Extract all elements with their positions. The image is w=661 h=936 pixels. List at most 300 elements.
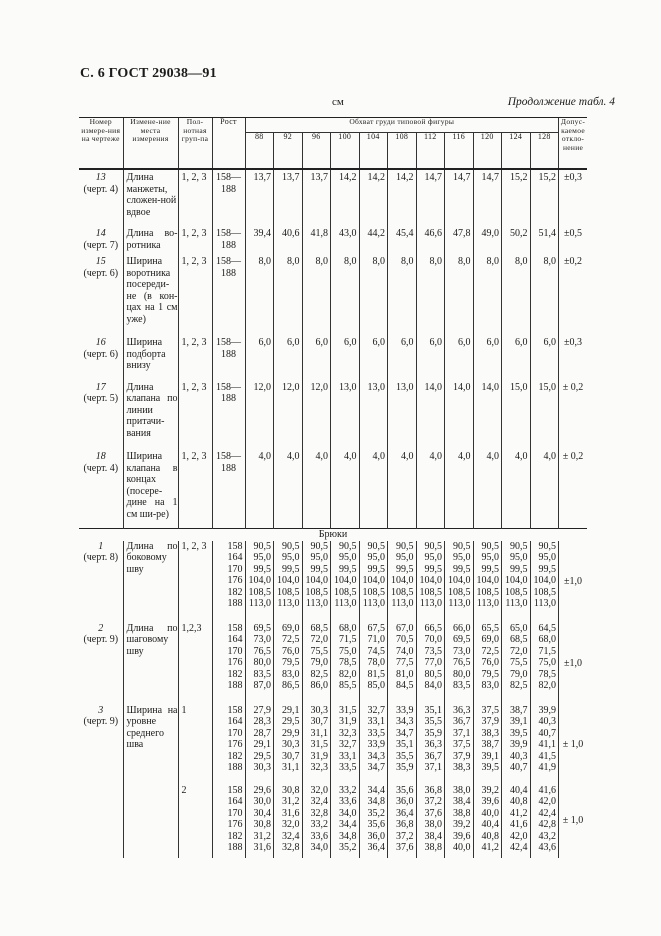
table-row	[79, 705, 587, 717]
value-cell: 75,0	[331, 646, 360, 658]
measurement-index: 17	[95, 381, 106, 393]
value-cell: 90,5	[274, 541, 303, 553]
value-cell: 80,0	[245, 657, 274, 669]
value-cell: 8,0	[359, 254, 388, 335]
value-cell: 15,2	[530, 169, 559, 226]
value-cell: 28,7	[245, 728, 274, 740]
value-cell: 99,5	[502, 564, 531, 576]
height-value: 188	[212, 598, 245, 623]
fullness-group: 1, 2, 3	[178, 449, 212, 529]
value-cell: 95,0	[388, 552, 417, 564]
value-cell: 73,0	[245, 634, 274, 646]
value-cell: 15,0	[502, 380, 531, 450]
height-value: 158	[212, 541, 245, 553]
fullness-group: 1	[178, 705, 212, 785]
value-cell: 84,0	[416, 680, 445, 705]
value-cell: 29,9	[274, 728, 303, 740]
measurement-number	[79, 335, 123, 380]
value-cell: 34,4	[331, 819, 360, 831]
value-cell: 32,3	[331, 728, 360, 740]
value-cell: 108,5	[502, 587, 531, 599]
value-cell: 34,3	[359, 751, 388, 763]
value-cell: 68,0	[530, 634, 559, 646]
value-cell: 14,7	[445, 169, 474, 226]
value-cell: 32,8	[274, 842, 303, 858]
value-cell: 90,5	[530, 541, 559, 553]
height-value: 188	[212, 842, 245, 858]
value-cell: 38,3	[473, 728, 502, 740]
value-cell: 33,2	[331, 785, 360, 797]
header-bust-size: 104	[359, 133, 388, 170]
value-cell: 6,0	[274, 335, 303, 380]
value-cell: 82,0	[530, 680, 559, 705]
value-cell: 38,0	[416, 819, 445, 831]
measurement-number	[79, 380, 123, 450]
height-value: 182	[212, 751, 245, 763]
height-range: 158—188	[212, 335, 245, 380]
value-cell: 36,8	[388, 819, 417, 831]
value-cell: 78,0	[359, 657, 388, 669]
value-cell: 82,5	[302, 669, 331, 681]
value-cell: 35,9	[388, 762, 417, 785]
value-cell: 44,2	[359, 226, 388, 254]
header-row	[79, 118, 587, 133]
value-cell: 4,0	[445, 449, 474, 529]
value-cell: 69,0	[473, 634, 502, 646]
value-cell: 32,7	[359, 705, 388, 717]
value-cell: 77,5	[388, 657, 417, 669]
measurement-number	[79, 254, 123, 335]
value-cell: 108,5	[530, 587, 559, 599]
value-cell: 90,5	[359, 541, 388, 553]
value-cell: 34,0	[331, 808, 360, 820]
value-cell: 34,8	[331, 831, 360, 843]
value-cell: 41,6	[530, 785, 559, 797]
value-cell: 40,7	[530, 728, 559, 740]
value-cell: 113,0	[445, 598, 474, 623]
value-cell: 6,0	[388, 335, 417, 380]
height-value: 164	[212, 634, 245, 646]
value-cell: 34,7	[388, 728, 417, 740]
value-cell: 85,5	[331, 680, 360, 705]
value-cell: 113,0	[331, 598, 360, 623]
value-cell: 4,0	[388, 449, 417, 529]
value-cell: 40,0	[445, 842, 474, 858]
value-cell: 113,0	[502, 598, 531, 623]
value-cell: 75,5	[502, 657, 531, 669]
value-cell: 99,5	[416, 564, 445, 576]
value-cell: 33,9	[388, 705, 417, 717]
value-cell: 66,0	[445, 623, 474, 635]
value-cell: 31,6	[274, 808, 303, 820]
value-cell: 29,5	[274, 716, 303, 728]
height-value: 182	[212, 669, 245, 681]
value-cell: 71,0	[359, 634, 388, 646]
drawing-ref: (черт. 5)	[83, 393, 119, 404]
header-bust-size: 116	[445, 133, 474, 170]
value-cell: 32,7	[331, 739, 360, 751]
value-cell: 35,1	[416, 705, 445, 717]
value-cell: 40,4	[473, 819, 502, 831]
value-cell: 37,9	[445, 751, 474, 763]
measurement-index: 3	[98, 704, 104, 716]
value-cell: 29,5	[245, 751, 274, 763]
value-cell: 36,3	[416, 739, 445, 751]
value-cell: 72,5	[473, 646, 502, 658]
fullness-group: 1, 2, 3	[178, 541, 212, 623]
tolerance-value: ±0,2	[559, 254, 588, 335]
value-cell: 37,5	[445, 739, 474, 751]
tolerance-value: ±1,0	[559, 623, 588, 705]
value-cell: 74,5	[359, 646, 388, 658]
value-cell: 39,5	[502, 728, 531, 740]
value-cell: 37,2	[388, 831, 417, 843]
value-cell: 43,0	[331, 226, 360, 254]
value-cell: 13,0	[359, 380, 388, 450]
header-bust-size: 124	[502, 133, 531, 170]
value-cell: 82,0	[331, 669, 360, 681]
value-cell: 99,5	[473, 564, 502, 576]
measurement-name: Ширина подборта внизу	[123, 335, 178, 380]
value-cell: 14,2	[359, 169, 388, 226]
value-cell: 69,5	[245, 623, 274, 635]
drawing-ref: (черт. 6)	[83, 348, 119, 360]
tolerance-value: ±0,3	[559, 335, 588, 380]
value-cell: 104,0	[274, 575, 303, 587]
value-cell: 35,2	[331, 842, 360, 858]
value-cell: 4,0	[274, 449, 303, 529]
value-cell: 31,1	[274, 762, 303, 785]
value-cell: 68,0	[331, 623, 360, 635]
value-cell: 8,0	[473, 254, 502, 335]
value-cell: 95,0	[331, 552, 360, 564]
header-bust-size: 120	[473, 133, 502, 170]
value-cell: 83,5	[245, 669, 274, 681]
value-cell: 95,0	[302, 552, 331, 564]
value-cell: 65,5	[473, 623, 502, 635]
value-cell: 4,0	[302, 449, 331, 529]
drawing-ref: (черт. 6)	[83, 267, 119, 279]
value-cell: 95,0	[359, 552, 388, 564]
value-cell: 37,9	[473, 716, 502, 728]
header-bust-size: 100	[331, 133, 360, 170]
value-cell: 113,0	[473, 598, 502, 623]
value-cell: 90,5	[445, 541, 474, 553]
value-cell: 39,1	[473, 751, 502, 763]
value-cell: 77,0	[416, 657, 445, 669]
value-cell: 87,0	[245, 680, 274, 705]
height-value: 164	[212, 716, 245, 728]
drawing-ref: (черт. 7)	[83, 239, 119, 251]
unit-label: см	[332, 96, 344, 108]
value-cell: 12,0	[245, 380, 274, 450]
value-cell: 90,5	[416, 541, 445, 553]
value-cell: 39,5	[473, 762, 502, 785]
value-cell: 113,0	[530, 598, 559, 623]
value-cell: 113,0	[274, 598, 303, 623]
value-cell: 95,0	[445, 552, 474, 564]
value-cell: 108,5	[245, 587, 274, 599]
value-cell: 76,0	[473, 657, 502, 669]
value-cell: 79,0	[302, 657, 331, 669]
value-cell: 37,2	[416, 796, 445, 808]
value-cell: 35,9	[416, 728, 445, 740]
measurement-index: 13	[95, 172, 106, 183]
value-cell: 108,5	[331, 587, 360, 599]
value-cell: 41,2	[473, 842, 502, 858]
measurement-name: Ширина на уровне среднего шва	[123, 705, 178, 858]
table-row	[79, 449, 587, 529]
value-cell: 108,5	[416, 587, 445, 599]
fullness-group: 1,2,3	[178, 623, 212, 705]
height-range: 158—188	[212, 254, 245, 335]
measurement-name: Длина манжеты, сложен-ной вдвое	[123, 169, 178, 226]
value-cell: 40,7	[502, 762, 531, 785]
value-cell: 8,0	[245, 254, 274, 335]
height-value: 170	[212, 564, 245, 576]
value-cell: 78,5	[530, 669, 559, 681]
value-cell: 30,8	[245, 819, 274, 831]
value-cell: 104,0	[245, 575, 274, 587]
height-range: 158—188	[212, 169, 245, 226]
value-cell: 8,0	[502, 254, 531, 335]
value-cell: 42,4	[502, 842, 531, 858]
value-cell: 4,0	[245, 449, 274, 529]
value-cell: 30,7	[274, 751, 303, 763]
height-value: 188	[212, 762, 245, 785]
value-cell: 39,1	[502, 716, 531, 728]
header-group: Пол-нотная груп-па	[178, 118, 212, 170]
value-cell: 36,7	[416, 751, 445, 763]
table-row	[79, 380, 587, 450]
height-value: 164	[212, 796, 245, 808]
measurement-index: 2	[98, 622, 104, 634]
drawing-ref: (черт. 4)	[83, 462, 119, 474]
value-cell: 8,0	[274, 254, 303, 335]
value-cell: 34,0	[302, 842, 331, 858]
value-cell: 41,9	[530, 762, 559, 785]
value-cell: 34,7	[359, 762, 388, 785]
value-cell: 35,2	[359, 808, 388, 820]
value-cell: 76,5	[445, 657, 474, 669]
value-cell: 29,1	[245, 739, 274, 751]
value-cell: 99,5	[331, 564, 360, 576]
value-cell: 37,5	[473, 705, 502, 717]
value-cell: 33,6	[302, 831, 331, 843]
value-cell: 12,0	[274, 380, 303, 450]
fullness-group: 1, 2, 3	[178, 380, 212, 450]
height-value: 170	[212, 646, 245, 658]
value-cell: 8,0	[530, 254, 559, 335]
value-cell: 14,2	[331, 169, 360, 226]
fullness-group: 1, 2, 3	[178, 254, 212, 335]
fullness-group: 2	[178, 785, 212, 858]
value-cell: 72,0	[502, 646, 531, 658]
value-cell: 69,5	[445, 634, 474, 646]
value-cell: 6,0	[302, 335, 331, 380]
value-cell: 99,5	[245, 564, 274, 576]
value-cell: 33,1	[359, 716, 388, 728]
value-cell: 40,6	[274, 226, 303, 254]
tolerance-value: ± 1,0	[559, 785, 588, 858]
value-cell: 8,0	[388, 254, 417, 335]
value-cell: 15,0	[530, 380, 559, 450]
fullness-group: 1, 2, 3	[178, 335, 212, 380]
tolerance-value: ±1,0	[559, 541, 588, 623]
value-cell: 40,0	[473, 808, 502, 820]
value-cell: 13,7	[302, 169, 331, 226]
value-cell: 30,7	[302, 716, 331, 728]
value-cell: 42,8	[530, 819, 559, 831]
value-cell: 33,5	[359, 728, 388, 740]
value-cell: 38,4	[445, 796, 474, 808]
value-cell: 6,0	[445, 335, 474, 380]
measurement-name: Длина по боковому шву	[123, 541, 178, 623]
value-cell: 39,2	[473, 785, 502, 797]
drawing-ref: (черт. 8)	[83, 552, 119, 563]
value-cell: 33,6	[331, 796, 360, 808]
value-cell: 99,5	[445, 564, 474, 576]
value-cell: 38,3	[445, 762, 474, 785]
value-cell: 104,0	[331, 575, 360, 587]
value-cell: 79,0	[502, 669, 531, 681]
value-cell: 27,9	[245, 705, 274, 717]
height-range: 158—188	[212, 380, 245, 450]
value-cell: 36,8	[416, 785, 445, 797]
value-cell: 99,5	[359, 564, 388, 576]
value-cell: 30,0	[245, 796, 274, 808]
value-cell: 6,0	[502, 335, 531, 380]
value-cell: 6,0	[331, 335, 360, 380]
value-cell: 81,0	[388, 669, 417, 681]
measurement-name: Ширина клапана в концах (посере-дине на 1 см ши-ре)	[123, 449, 178, 529]
value-cell: 33,2	[302, 819, 331, 831]
height-value: 176	[212, 739, 245, 751]
value-cell: 31,2	[245, 831, 274, 843]
value-cell: 90,5	[302, 541, 331, 553]
value-cell: 84,5	[388, 680, 417, 705]
value-cell: 51,4	[530, 226, 559, 254]
header-bust-size: 96	[302, 133, 331, 170]
value-cell: 35,6	[359, 819, 388, 831]
height-range: 158—188	[212, 226, 245, 254]
value-cell: 95,0	[416, 552, 445, 564]
measurements-table	[79, 117, 587, 858]
value-cell: 41,6	[502, 819, 531, 831]
value-cell: 113,0	[388, 598, 417, 623]
header-number: Номер измере-ния на чертеже	[79, 118, 123, 170]
value-cell: 8,0	[302, 254, 331, 335]
value-cell: 32,4	[274, 831, 303, 843]
value-cell: 13,7	[245, 169, 274, 226]
measurement-index: 1	[98, 540, 104, 552]
tolerance-value: ± 0,2	[559, 449, 588, 529]
value-cell: 74,0	[388, 646, 417, 658]
value-cell: 31,9	[331, 716, 360, 728]
value-cell: 90,5	[245, 541, 274, 553]
value-cell: 40,3	[502, 751, 531, 763]
value-cell: 38,7	[473, 739, 502, 751]
measurement-index: 18	[95, 451, 106, 462]
value-cell: 95,0	[502, 552, 531, 564]
value-cell: 13,0	[331, 380, 360, 450]
value-cell: 31,2	[274, 796, 303, 808]
value-cell: 72,0	[302, 634, 331, 646]
value-cell: 85,0	[359, 680, 388, 705]
section-row	[79, 529, 587, 541]
value-cell: 50,2	[502, 226, 531, 254]
value-cell: 75,5	[302, 646, 331, 658]
value-cell: 34,3	[388, 716, 417, 728]
value-cell: 76,0	[274, 646, 303, 658]
value-cell: 30,3	[274, 739, 303, 751]
measurement-name: Ширина воротника посереди-не (в кон-цах на 1 см уже)	[123, 254, 178, 335]
value-cell: 95,0	[274, 552, 303, 564]
height-value: 164	[212, 552, 245, 564]
value-cell: 14,0	[416, 380, 445, 450]
value-cell: 4,0	[416, 449, 445, 529]
table-row	[79, 541, 587, 553]
value-cell: 14,7	[416, 169, 445, 226]
value-cell: 37,6	[416, 808, 445, 820]
value-cell: 37,6	[388, 842, 417, 858]
value-cell: 38,8	[445, 808, 474, 820]
value-cell: 66,5	[416, 623, 445, 635]
measurement-number	[79, 226, 123, 254]
value-cell: 70,0	[416, 634, 445, 646]
value-cell: 113,0	[245, 598, 274, 623]
height-range: 158—188	[212, 449, 245, 529]
value-cell: 31,6	[245, 842, 274, 858]
value-cell: 75,0	[530, 657, 559, 669]
value-cell: 65,0	[502, 623, 531, 635]
value-cell: 95,0	[473, 552, 502, 564]
measurement-number	[79, 169, 123, 226]
value-cell: 35,5	[388, 751, 417, 763]
value-cell: 99,5	[530, 564, 559, 576]
value-cell: 43,2	[530, 831, 559, 843]
value-cell: 35,1	[388, 739, 417, 751]
value-cell: 104,0	[359, 575, 388, 587]
value-cell: 31,5	[331, 705, 360, 717]
value-cell: 30,4	[245, 808, 274, 820]
value-cell: 13,0	[388, 380, 417, 450]
value-cell: 43,6	[530, 842, 559, 858]
height-value: 176	[212, 657, 245, 669]
value-cell: 6,0	[530, 335, 559, 380]
tolerance-value: ±0,5	[559, 226, 588, 254]
measurement-number	[79, 623, 123, 705]
value-cell: 86,5	[274, 680, 303, 705]
value-cell: 108,5	[388, 587, 417, 599]
value-cell: 38,4	[416, 831, 445, 843]
value-cell: 41,2	[502, 808, 531, 820]
value-cell: 14,2	[388, 169, 417, 226]
value-cell: 90,5	[331, 541, 360, 553]
value-cell: 38,8	[416, 842, 445, 858]
value-cell: 108,5	[473, 587, 502, 599]
measurement-number	[79, 541, 123, 623]
value-cell: 39,9	[530, 705, 559, 717]
value-cell: 6,0	[359, 335, 388, 380]
header-height: Рост	[212, 118, 245, 170]
header-bust-size: 92	[274, 133, 303, 170]
value-cell: 81,5	[359, 669, 388, 681]
value-cell: 14,0	[445, 380, 474, 450]
value-cell: 28,3	[245, 716, 274, 728]
value-cell: 41,8	[302, 226, 331, 254]
value-cell: 6,0	[473, 335, 502, 380]
